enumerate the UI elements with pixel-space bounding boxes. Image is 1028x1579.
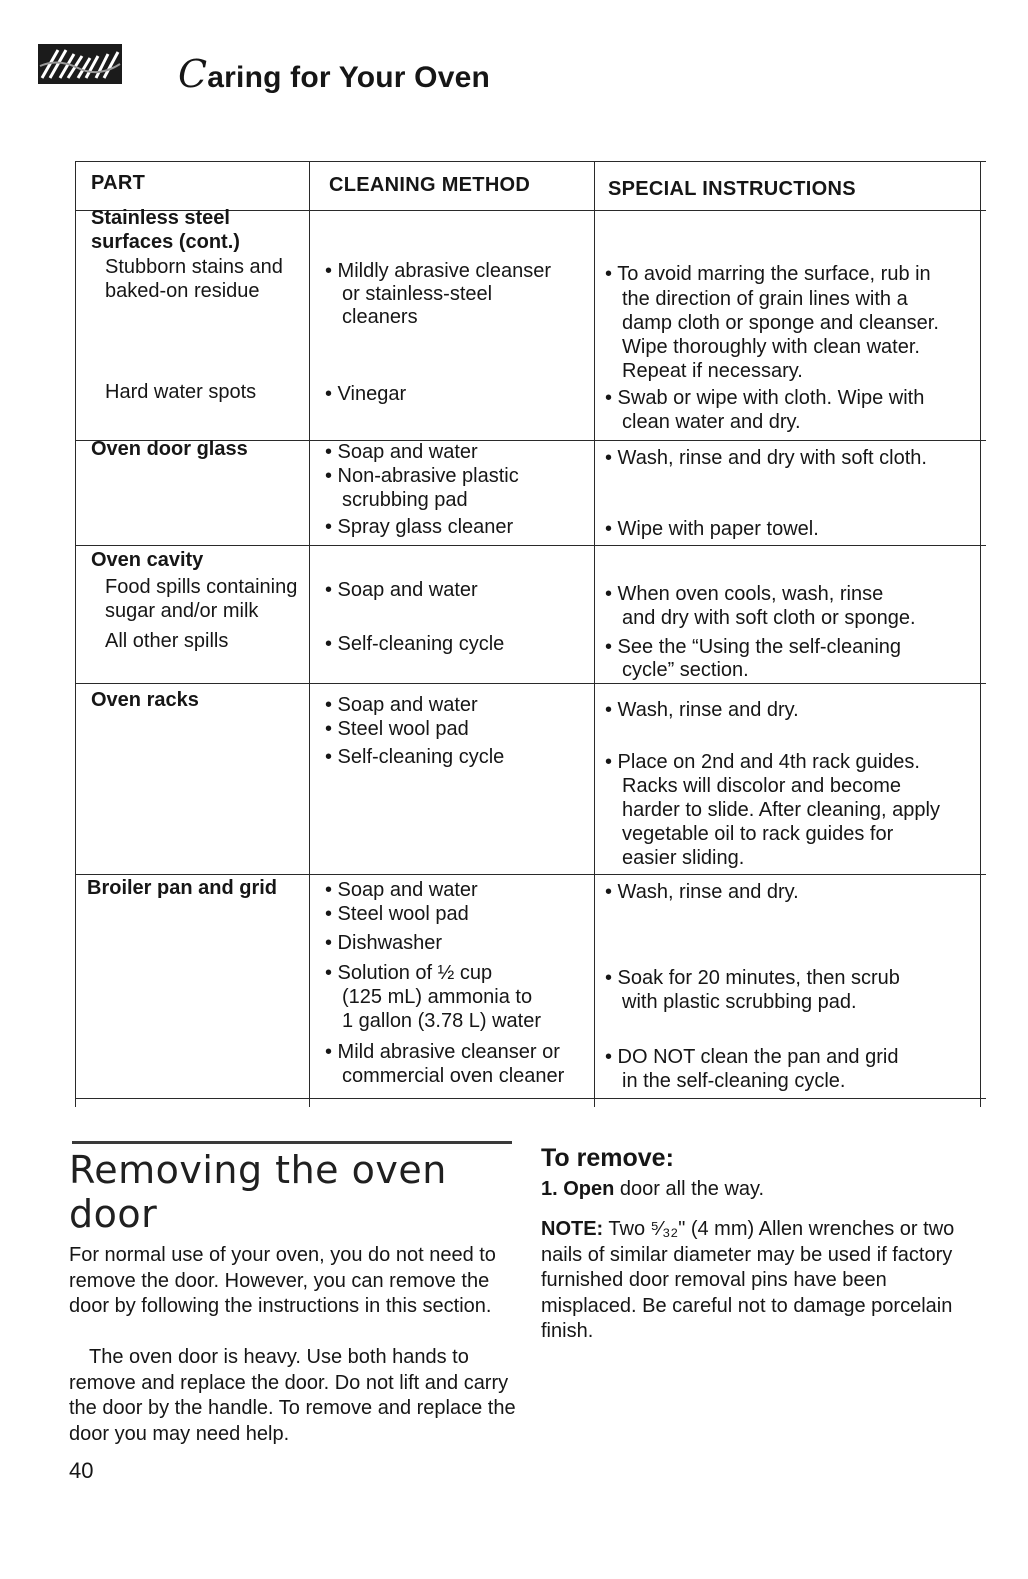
instruction-line: cycle” section.: [622, 659, 749, 681]
method-line: commercial oven cleaner: [342, 1065, 565, 1087]
step-text: door all the way.: [614, 1178, 765, 1200]
page-number: 40: [69, 1458, 94, 1483]
note-text: Two ⁵⁄₃₂" (4 mm) Allen wrenches or two nails of similar diameter may be used if factory furnished door removal pins have been misplaced. Be careful not to damage porcelain finish.: [541, 1218, 955, 1342]
method-line: • Mildly abrasive cleanser: [325, 260, 551, 282]
instruction-line: and dry with soft cloth or sponge.: [622, 607, 916, 629]
method-line: • Steel wool pad: [325, 718, 469, 740]
note-paragraph: [541, 1217, 971, 1345]
method-line: • Vinegar: [325, 383, 407, 405]
row-rule: [75, 874, 986, 875]
method-line: • Solution of ½ cup: [325, 962, 493, 984]
note-label: NOTE:: [541, 1218, 604, 1240]
section-title: Removing the oven door: [69, 1148, 447, 1236]
warning-paragraph: The oven door is heavy. Use both hands to remove and replace the door. Do not lift and carry the door by the handle. To remove and replace the door you may need help.: [69, 1346, 516, 1445]
method-line: 1 gallon (3.78 L) water: [342, 1010, 542, 1032]
part-subitem: Hard water spots: [105, 381, 257, 403]
part-name: Stainless steel: [91, 207, 230, 229]
page-title: [178, 52, 490, 96]
section-rule: [72, 1141, 512, 1144]
table-divider-1: [309, 161, 310, 1107]
table-divider-2: [594, 161, 595, 1107]
step-1: [541, 1177, 971, 1203]
method-line: • Non-abrasive plastic: [325, 465, 519, 487]
instruction-line: • Place on 2nd and 4th rack guides.: [605, 751, 920, 773]
part-name: Oven racks: [91, 689, 199, 711]
method-line: (125 mL) ammonia to: [342, 986, 533, 1008]
title-rest: aring for Your Oven: [207, 61, 491, 94]
instruction-line: • Wipe with paper towel.: [605, 518, 819, 540]
part-subitem: All other spills: [105, 630, 229, 652]
method-line: • Dishwasher: [325, 932, 443, 954]
part-name: Broiler pan and grid: [87, 877, 278, 899]
method-line: • Spray glass cleaner: [325, 516, 514, 538]
cleaning-table: [75, 161, 986, 1107]
instruction-line: • Swab or wipe with cloth. Wipe with: [605, 387, 925, 409]
method-line: • Soap and water: [325, 694, 478, 716]
instruction-line: clean water and dry.: [622, 411, 801, 433]
column-header-part: PART: [91, 172, 146, 194]
part-name: Oven cavity: [91, 549, 204, 571]
part-name-cont: surfaces (cont.): [91, 231, 240, 253]
method-line: • Soap and water: [325, 879, 478, 901]
method-line: • Mild abrasive cleanser or: [325, 1041, 560, 1063]
table-border-right: [980, 161, 981, 1107]
instruction-line: • Wash, rinse and dry.: [605, 699, 799, 721]
part-name: Oven door glass: [91, 438, 248, 460]
to-remove-heading: To remove:: [541, 1144, 674, 1172]
instruction-line: • When oven cools, wash, rinse: [605, 583, 884, 605]
instruction-line: easier sliding.: [622, 847, 745, 869]
part-subitem: baked-on residue: [105, 280, 260, 302]
part-subitem: Food spills containing: [105, 576, 298, 598]
column-header-method: CLEANING METHOD: [329, 174, 531, 196]
table-border-left: [75, 161, 76, 1107]
method-line: • Self-cleaning cycle: [325, 633, 505, 655]
table-border-top: [75, 161, 986, 162]
method-line: or stainless-steel: [342, 283, 493, 305]
instruction-line: with plastic scrubbing pad.: [622, 991, 857, 1013]
part-subitem: Stubborn stains and: [105, 256, 283, 278]
instruction-line: damp cloth or sponge and cleanser.: [622, 312, 939, 334]
row-rule: [75, 683, 986, 684]
method-line: • Steel wool pad: [325, 903, 469, 925]
instruction-line: Wipe thoroughly with clean water.: [622, 336, 920, 358]
row-rule: [75, 545, 986, 546]
instruction-line: Repeat if necessary.: [622, 360, 803, 382]
method-line: • Soap and water: [325, 579, 478, 601]
instruction-line: • See the “Using the self-cleaning: [605, 636, 902, 658]
instruction-line: • To avoid marring the surface, rub in: [605, 263, 931, 285]
instruction-line: Racks will discolor and become: [622, 775, 902, 797]
instruction-line: • Wash, rinse and dry.: [605, 881, 799, 903]
instruction-line: • Soak for 20 minutes, then scrub: [605, 967, 900, 989]
column-header-instructions: SPECIAL INSTRUCTIONS: [608, 178, 856, 200]
instruction-line: vegetable oil to rack guides for: [622, 823, 894, 845]
step-keyword: Open: [563, 1178, 615, 1200]
instruction-line: harder to slide. After cleaning, apply: [622, 799, 940, 821]
part-subitem: sugar and/or milk: [105, 600, 259, 622]
instruction-line: • DO NOT clean the pan and grid: [605, 1046, 899, 1068]
method-line: • Soap and water: [325, 441, 478, 463]
method-line: cleaners: [342, 306, 418, 328]
brand-logo-icon: [38, 44, 122, 84]
step-number: 1.: [541, 1178, 558, 1200]
method-line: scrubbing pad: [342, 489, 468, 511]
method-line: • Self-cleaning cycle: [325, 746, 505, 768]
table-border-bottom: [75, 1098, 986, 1099]
instruction-line: the direction of grain lines with a: [622, 288, 908, 310]
intro-paragraph: For normal use of your oven, you do not need to remove the door. However, you can remove the door by following the instructions in this section.: [69, 1244, 496, 1317]
instruction-line: in the self-cleaning cycle.: [622, 1070, 846, 1092]
instruction-line: • Wash, rinse and dry with soft cloth.: [605, 447, 927, 469]
title-initial: C: [178, 52, 208, 96]
